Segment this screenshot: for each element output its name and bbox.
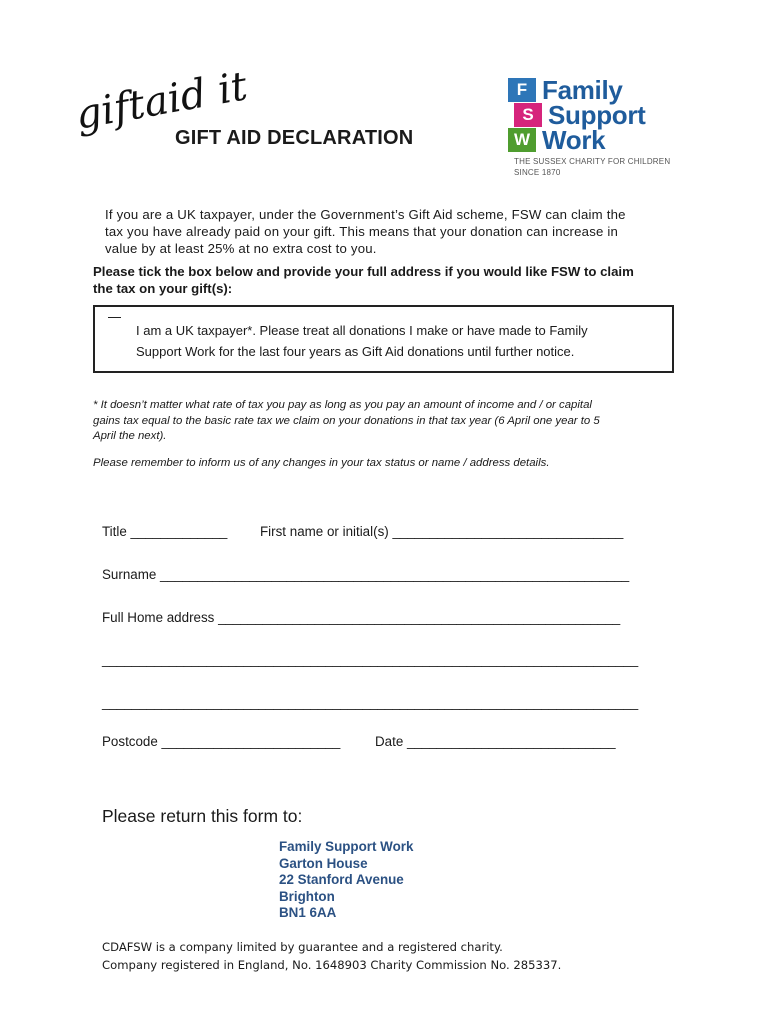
date-field[interactable]: Date ____________________________ (375, 734, 616, 749)
intro-paragraph (105, 206, 665, 257)
fsw-logo-row-support (514, 100, 646, 130)
return-heading: Please return this form to: (102, 806, 303, 826)
legal-line: Company registered in England, No. 1648903 Charity Commission No. 285337. (102, 958, 562, 972)
fsw-tagline-line2: SINCE 1870 (514, 168, 561, 177)
fsw-logo (508, 74, 678, 184)
fsw-tagline-line1: THE SUSSEX CHARITY FOR CHILDREN (514, 157, 671, 166)
fsw-tagline (514, 156, 670, 178)
home-address-field[interactable]: Full Home address ______________________________________________________ (102, 610, 621, 625)
address-line-3-field[interactable]: ________________________________________________________________________ (102, 695, 639, 710)
address-line: Brighton (279, 888, 335, 904)
declaration-line: Support Work for the last four years as Gift Aid donations until further notice. (136, 344, 575, 359)
first-name-field[interactable]: First name or initial(s) _______________________________ (260, 524, 624, 539)
address-line: 22 Stanford Avenue (279, 872, 404, 887)
declaration-tick-checkbox[interactable] (108, 317, 121, 318)
declaration-line: I am a UK taxpayer*. Please treat all donations I make or have made to Family (136, 323, 588, 338)
intro-line: value by at least 25% at no extra cost to you. (105, 241, 377, 256)
address-line: Family Support Work (279, 839, 414, 854)
fsw-word-support: Support (548, 100, 646, 130)
intro-line: tax you have already paid on your gift. This means that your donation can increase in (105, 224, 619, 239)
surname-field[interactable]: Surname _______________________________________________________________ (102, 567, 630, 582)
postcode-field[interactable]: Postcode ________________________ (102, 734, 341, 749)
tick-instruction (93, 263, 693, 297)
footnote-line: * It doesn’t matter what rate of tax you pay as long as you pay an amount of income and / or capital (93, 399, 592, 411)
page-title: GIFT AID DECLARATION (175, 127, 414, 149)
address-line-2-field[interactable]: ________________________________________________________________________ (102, 652, 639, 667)
return-address (279, 839, 413, 922)
fsw-logo-row-family (508, 75, 623, 105)
legal-notice (102, 938, 561, 974)
legal-line: CDAFSW is a company limited by guarantee and a registered charity. (102, 940, 503, 954)
change-reminder: Please remember to inform us of any changes in your tax status or name / address details. (93, 457, 550, 469)
footnote-line: April the next). (93, 430, 167, 442)
intro-line: If you are a UK taxpayer, under the Government’s Gift Aid scheme, FSW can claim the (105, 207, 626, 222)
fsw-letter-s: S (514, 103, 542, 127)
address-line: Garton House (279, 855, 368, 871)
fsw-letter-w: W (508, 128, 536, 152)
fsw-logo-row-work (508, 125, 606, 155)
title-field[interactable]: Title _____________ (102, 524, 228, 539)
tax-footnote (93, 398, 683, 445)
footnote-line: gains tax equal to the basic rate tax we claim on your donations in that tax year (6 April one year to 5 (93, 414, 600, 427)
instruction-line: the tax on your gift(s): (93, 281, 233, 296)
instruction-line: Please tick the box below and provide your full address if you would like FSW to claim (93, 264, 634, 279)
fsw-letter-f: F (508, 78, 536, 102)
address-line: BN1 6AA (279, 905, 337, 920)
declaration-text (136, 320, 656, 362)
giftaid-logo-text: giftaid it (72, 63, 251, 139)
fsw-word-family: Family (542, 75, 623, 105)
fsw-word-work: Work (542, 125, 606, 155)
